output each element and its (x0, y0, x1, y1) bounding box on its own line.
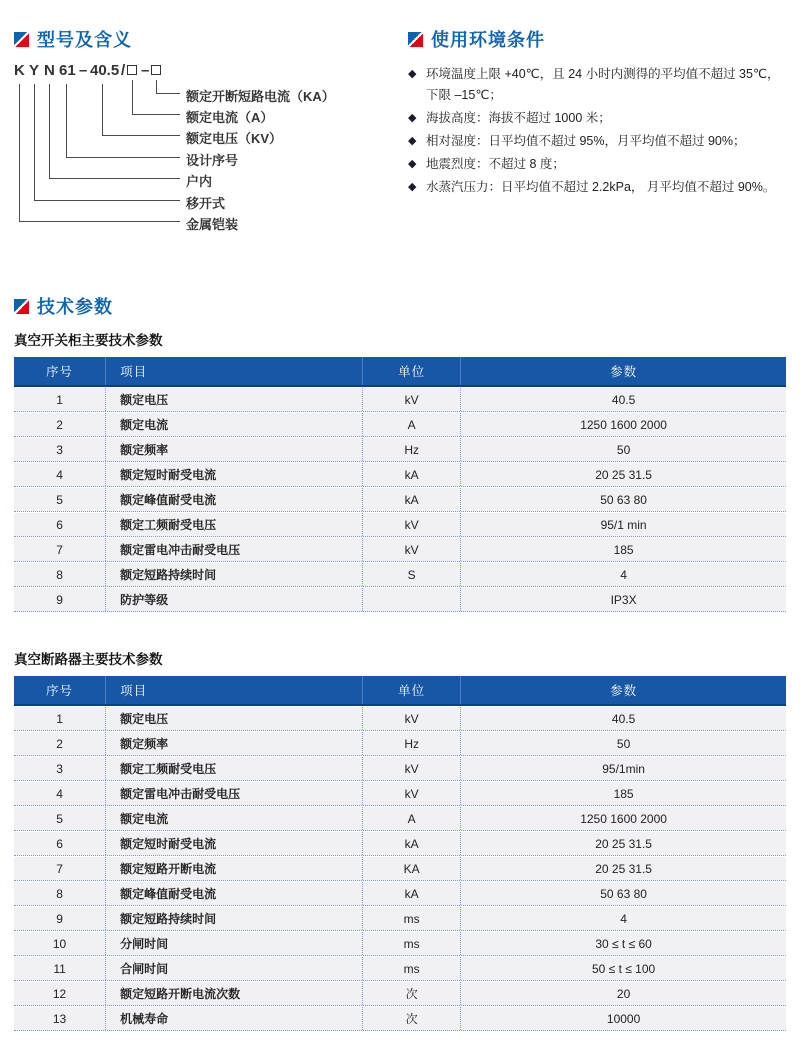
model-part: – (79, 62, 88, 79)
diamond-bullet-icon: ◆ (408, 112, 417, 124)
section-title-environment (408, 26, 786, 52)
table-cell: 50 ≤ t ≤ 100 (460, 957, 786, 980)
list-item (408, 131, 786, 152)
model-part: K (14, 62, 25, 79)
environment-list (408, 64, 786, 198)
column-header: 序号 (46, 684, 74, 698)
model-label: 额定电压（KV） (186, 131, 283, 146)
table-row (14, 438, 786, 462)
section-title-icon (408, 32, 423, 47)
table-row (14, 907, 786, 931)
table-cell: 13 (52, 1011, 67, 1026)
table-cell: 4 (460, 563, 786, 586)
table-cell: 3 (56, 761, 63, 776)
model-label: 设计序号 (186, 153, 239, 168)
column-header: 项目 (105, 676, 362, 704)
table-row (14, 1007, 786, 1031)
table-cell: 6 (56, 517, 63, 532)
section-title-text: 使用环境条件 (431, 30, 545, 50)
table-cell: 12 (52, 986, 67, 1001)
table-cell: 4 (56, 467, 63, 482)
model-part: Y (29, 62, 40, 79)
bullet-text: 海拔高度：海拔不超过 1000 米； (426, 111, 611, 125)
table-cell: kV (362, 782, 460, 805)
table-cell: 50 63 80 (460, 488, 786, 511)
column-header: 参数 (460, 357, 786, 385)
table-row (14, 588, 786, 612)
model-part: 40.5 (90, 62, 120, 79)
table-cell: 5 (56, 492, 63, 507)
table-cell: 20 (460, 982, 786, 1005)
column-header: 单位 (362, 357, 460, 385)
table-cell: 4 (460, 907, 786, 930)
table-cell: 5 (56, 811, 63, 826)
model-part: 61 (59, 62, 76, 79)
table-cell: 分闸时间 (105, 932, 362, 955)
table-cell: 额定工频耐受电压 (105, 513, 362, 536)
table-cell: 50 (460, 438, 786, 461)
table-row (14, 707, 786, 731)
table-cell: Hz (362, 732, 460, 755)
table-cell: ms (362, 907, 460, 930)
bullet-text: 相对湿度：日平均值不超过 95%，月平均值不超过 90%； (426, 134, 746, 148)
table-cell: 8 (56, 567, 63, 582)
table-row (14, 732, 786, 756)
table-cell: 额定雷电冲击耐受电压 (105, 782, 362, 805)
table-header-row (14, 676, 786, 706)
table-cell: 7 (56, 861, 63, 876)
table-cell: 20 25 31.5 (460, 857, 786, 880)
table-cell: 20 25 31.5 (460, 463, 786, 486)
table-body (14, 388, 786, 612)
model-label: 额定电流（A） (186, 110, 274, 125)
model-part: N (44, 62, 55, 79)
table-cell: kA (362, 882, 460, 905)
table-cell: 95/1min (460, 757, 786, 780)
table-cell: 40.5 (460, 707, 786, 730)
table-cell: 额定电压 (105, 388, 362, 411)
environment-section (408, 26, 786, 200)
table-cell: kV (362, 388, 460, 411)
section-title-text: 技术参数 (37, 297, 113, 317)
table-cell: KA (362, 857, 460, 880)
table-cell: 185 (460, 538, 786, 561)
diamond-bullet-icon: ◆ (408, 181, 417, 193)
model-label: 户内 (186, 174, 213, 189)
table-row (14, 513, 786, 537)
table-cell: 50 63 80 (460, 882, 786, 905)
table-cell: kA (362, 463, 460, 486)
list-item (408, 108, 786, 129)
table-cell: 额定峰值耐受电流 (105, 882, 362, 905)
table-row (14, 982, 786, 1006)
bullet-text: 环境温度上限 +40℃，且 24 小时内测得的平均值不超过 35℃，下限 –15℃； (426, 67, 780, 102)
table-cell: 额定电流 (105, 807, 362, 830)
table-row (14, 563, 786, 587)
table-cell: A (362, 413, 460, 436)
connector-line (19, 84, 180, 222)
table-cell (362, 588, 460, 611)
table-cell: 1250 1600 2000 (460, 413, 786, 436)
table-cell: A (362, 807, 460, 830)
table-cell: 次 (362, 982, 460, 1005)
table-cell: 额定频率 (105, 438, 362, 461)
table-row (14, 882, 786, 906)
table-row (14, 807, 786, 831)
table-cell: 额定短时耐受电流 (105, 463, 362, 486)
table-row (14, 463, 786, 487)
diamond-bullet-icon: ◆ (408, 68, 417, 80)
table-cell: 1 (56, 711, 63, 726)
table-cell: 额定短路开断电流 (105, 857, 362, 880)
list-item (408, 154, 786, 175)
table-row (14, 782, 786, 806)
model-label: 金属铠装 (186, 217, 239, 232)
table-cell: 额定短路开断电流次数 (105, 982, 362, 1005)
table-cell: ms (362, 932, 460, 955)
table-row (14, 757, 786, 781)
table-cell: 95/1 min (460, 513, 786, 536)
table-subtitle: 真空开关柜主要技术参数 (14, 333, 163, 348)
table-cell: 40.5 (460, 388, 786, 411)
table-cell: 额定电压 (105, 707, 362, 730)
table-cell: 额定短路持续时间 (105, 907, 362, 930)
table-row (14, 388, 786, 412)
table-cell: kA (362, 488, 460, 511)
table-row (14, 488, 786, 512)
table-cell: 额定短路持续时间 (105, 563, 362, 586)
table-cell: kV (362, 707, 460, 730)
column-header: 项目 (105, 357, 362, 385)
table-cell: 9 (56, 911, 63, 926)
table-cell: 额定雷电冲击耐受电压 (105, 538, 362, 561)
list-item (408, 177, 786, 198)
model-diagram (0, 62, 400, 242)
table-row (14, 413, 786, 437)
table-cell: kV (362, 757, 460, 780)
table-cell: 2 (56, 736, 63, 751)
tech-params-section-title (14, 293, 113, 319)
table-cell: 30 ≤ t ≤ 60 (460, 932, 786, 955)
table-cell: Hz (362, 438, 460, 461)
table-cell: kA (362, 832, 460, 855)
table-cell: 额定峰值耐受电流 (105, 488, 362, 511)
column-header: 序号 (46, 365, 74, 379)
table-cell: S (362, 563, 460, 586)
table-cell: 50 (460, 732, 786, 755)
bullet-text: 水蒸汽压力：日平均值不超过 2.2kPa， 月平均值不超过 90%。 (426, 180, 776, 194)
model-meaning-section (14, 26, 132, 52)
table-cell: 8 (56, 886, 63, 901)
table-cell: 11 (53, 961, 66, 976)
list-item (408, 64, 786, 106)
table-body (14, 707, 786, 1031)
switchgear-params-table (14, 357, 786, 612)
diamond-bullet-icon: ◆ (408, 158, 417, 170)
table-cell: 4 (56, 786, 63, 801)
model-part: / (121, 62, 126, 79)
placeholder-box (127, 65, 137, 75)
section-title-model (14, 26, 132, 52)
table-cell: 1250 1600 2000 (460, 807, 786, 830)
table-cell: 3 (56, 442, 63, 457)
table-cell: 额定频率 (105, 732, 362, 755)
table-cell: 2 (56, 417, 63, 432)
table-row (14, 932, 786, 956)
table-row (14, 538, 786, 562)
table-cell: 1 (56, 392, 63, 407)
table-header-row (14, 357, 786, 387)
table-cell: 额定工频耐受电压 (105, 757, 362, 780)
table-cell: 额定电流 (105, 413, 362, 436)
model-label: 额定开断短路电流（KA） (186, 89, 335, 104)
section-title-icon (14, 32, 29, 47)
table-cell: 20 25 31.5 (460, 832, 786, 855)
table-subtitle: 真空断路器主要技术参数 (14, 652, 163, 667)
table-cell: kV (362, 513, 460, 536)
diamond-bullet-icon: ◆ (408, 135, 417, 147)
model-label: 移开式 (186, 196, 226, 211)
section-title-icon (14, 299, 29, 314)
model-part: – (141, 62, 150, 79)
table-cell: 7 (56, 542, 63, 557)
section-title-text: 型号及含义 (37, 30, 132, 50)
column-header: 参数 (460, 676, 786, 704)
table-cell: ms (362, 957, 460, 980)
table-cell: 185 (460, 782, 786, 805)
breaker-params-table (14, 676, 786, 1031)
table-row (14, 957, 786, 981)
table-cell: 10 (52, 936, 67, 951)
table-cell: IP3X (460, 588, 786, 611)
table-cell: 机械寿命 (105, 1007, 362, 1030)
table-cell: 合闸时间 (105, 957, 362, 980)
table-cell: 防护等级 (105, 588, 362, 611)
table-row (14, 857, 786, 881)
table-cell: kV (362, 538, 460, 561)
table-cell: 10000 (460, 1007, 786, 1030)
bullet-text: 地震烈度：不超过 8 度； (426, 157, 565, 171)
table-row (14, 832, 786, 856)
table-cell: 次 (362, 1007, 460, 1030)
placeholder-box (151, 65, 161, 75)
table-cell: 6 (56, 836, 63, 851)
column-header: 单位 (362, 676, 460, 704)
table-cell: 9 (56, 592, 63, 607)
table-cell: 额定短时耐受电流 (105, 832, 362, 855)
